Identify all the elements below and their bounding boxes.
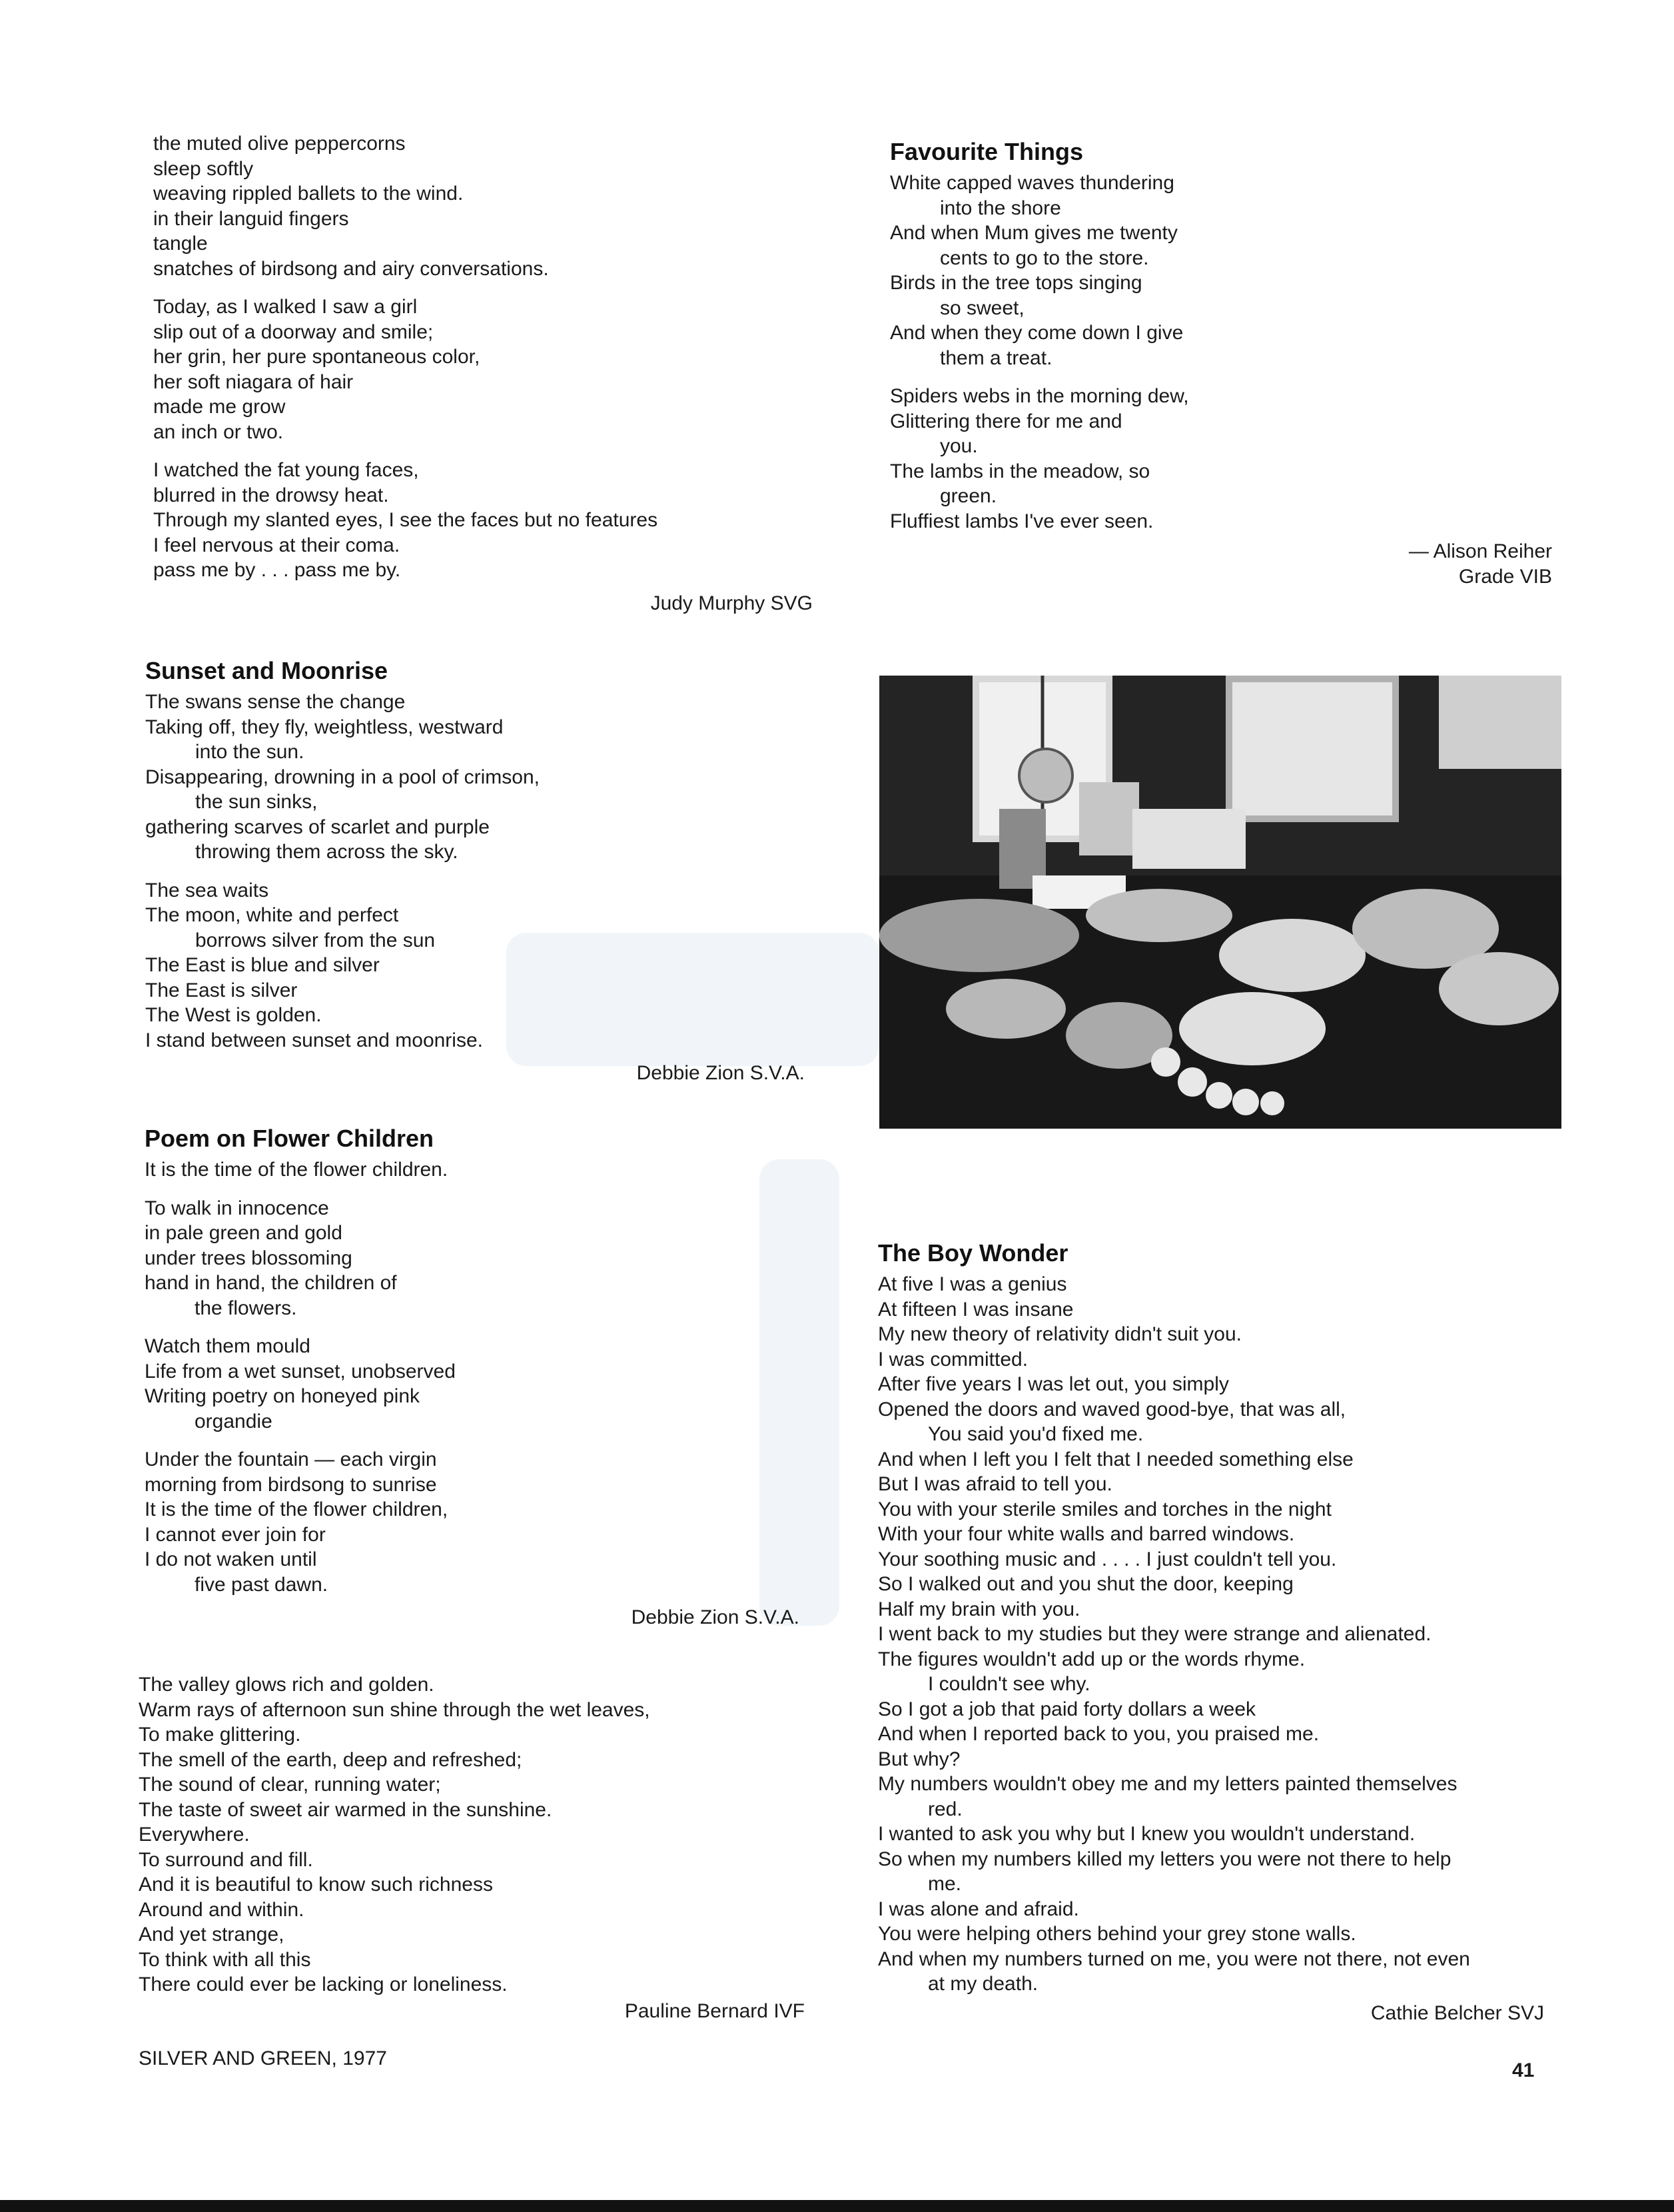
poem-line: And when I reported back to you, you praised me.: [878, 1723, 1320, 1745]
poem-line: I couldn't see why.: [928, 1673, 1090, 1695]
poem-line: Around and within.: [139, 1898, 304, 1921]
poem-line: So I walked out and you shut the door, keeping: [878, 1573, 1294, 1595]
poem-line: So when my numbers killed my letters you were not there to help: [878, 1848, 1452, 1870]
poem-line: I wanted to ask you why but I knew you wouldn't understand.: [878, 1823, 1416, 1845]
poem-body: [153, 131, 819, 583]
poem-line: so sweet,: [940, 296, 1025, 319]
poem-line: The taste of sweet air warmed in the sunshine.: [139, 1798, 552, 1821]
poem-author: Debbie Zion S.V.A.: [631, 1606, 799, 1628]
poem-author: Cathie Belcher SVJ: [1370, 2001, 1544, 2024]
poem-line: Under the fountain — each virgin: [145, 1448, 437, 1470]
poem-line: tangle: [153, 233, 208, 255]
poem-line: My new theory of relativity didn't suit you.: [878, 1323, 1242, 1345]
poem-line: morning from birdsong to sunrise: [145, 1473, 437, 1496]
poem-line: The valley glows rich and golden.: [139, 1674, 434, 1696]
poem-line: It is the time of the flower children.: [145, 1159, 448, 1181]
poem-line: cents to go to the store.: [940, 247, 1149, 269]
poem-olive: [153, 131, 819, 616]
poem-line: The sound of clear, running water;: [139, 1774, 441, 1796]
poem-line: me.: [928, 1873, 962, 1895]
poem-line: Opened the doors and waved good-bye, that was all,: [878, 1398, 1346, 1420]
poem-line: weaving rippled ballets to the wind.: [153, 183, 464, 205]
page-number: 41: [1512, 2059, 1535, 2081]
poem-line: I was alone and afraid.: [878, 1898, 1079, 1920]
poem-line: I watched the fat young faces,: [153, 459, 419, 481]
poem-line: My numbers wouldn't obey me and my letters painted themselves: [878, 1773, 1458, 1795]
photo-soft-toys: [879, 676, 1561, 1129]
poem-line: The East is silver: [145, 979, 298, 1001]
poem-line: The sea waits: [145, 879, 269, 901]
poem-line: into the sun.: [195, 741, 304, 763]
poem-line: Your soothing music and . . . . I just couldn't tell you.: [878, 1548, 1337, 1570]
poem-line: five past dawn.: [195, 1573, 328, 1596]
poem-line: Glittering there for me and: [890, 410, 1122, 432]
poem-line: in pale green and gold: [145, 1222, 342, 1244]
poem-line: The moon, white and perfect: [145, 904, 399, 926]
poem-flower-children: [145, 1124, 811, 1630]
poem-line: To make glittering.: [139, 1724, 301, 1746]
poem-line: You were helping others behind your grey stone walls.: [878, 1923, 1356, 1945]
poem-line: made me grow: [153, 396, 286, 418]
poem-line: her grin, her pure spontaneous color,: [153, 346, 480, 368]
poem-line: After five years I was let out, you simply: [878, 1373, 1229, 1395]
poem-line: Warm rays of afternoon sun shine through the wet leaves,: [139, 1698, 650, 1721]
poem-line: So I got a job that paid forty dollars a week: [878, 1698, 1256, 1720]
poem-line: Through my slanted eyes, I see the faces but no features: [153, 509, 658, 531]
poem-line: Taking off, they fly, weightless, westward: [145, 716, 504, 738]
poem-favourite-things: [890, 137, 1556, 589]
poem-line: gathering scarves of scarlet and purple: [145, 816, 490, 838]
poem-line: sleep softly: [153, 157, 254, 180]
poem-line: And when they come down I give: [890, 322, 1184, 344]
poem-line: And yet strange,: [139, 1924, 284, 1945]
poem-line: To think with all this: [139, 1948, 311, 1971]
poem-author: Debbie Zion S.V.A.: [636, 1062, 805, 1084]
poem-line: You said you'd fixed me.: [928, 1423, 1144, 1445]
poem-line: Disappearing, drowning in a pool of crimson,: [145, 766, 540, 788]
poem-line: them a treat.: [940, 346, 1052, 369]
poem-line: Writing poetry on honeyed pink: [145, 1385, 420, 1407]
poem-line: under trees blossoming: [145, 1247, 352, 1269]
poem-line: And when Mum gives me twenty: [890, 222, 1178, 244]
poem-line: slip out of a doorway and smile;: [153, 320, 434, 343]
poem-line: in their languid fingers: [153, 207, 349, 230]
poem-line: Spiders webs in the morning dew,: [890, 385, 1189, 407]
poem-title: Favourite Things: [890, 138, 1084, 165]
poem-boy-wonder: [878, 1239, 1584, 2025]
poem-line: organdie: [195, 1410, 272, 1432]
poem-line: It is the time of the flower children,: [145, 1498, 448, 1520]
poem-line: I do not waken until: [145, 1548, 317, 1570]
poem-line: I went back to my studies but they were strange and alienated.: [878, 1623, 1432, 1645]
poem-line: The smell of the earth, deep and refreshed;: [139, 1748, 522, 1771]
poem-title: The Boy Wonder: [878, 1239, 1068, 1267]
poem-line: hand in hand, the children of: [145, 1272, 397, 1294]
poem-line: blurred in the drowsy heat.: [153, 484, 389, 506]
poem-line: the muted olive peppercorns: [153, 133, 406, 155]
poem-line: To surround and fill.: [139, 1848, 313, 1871]
poem-line: And it is beautiful to know such richness: [139, 1874, 493, 1896]
poem-author: — Alison Reiher Grade VIB: [1408, 540, 1552, 588]
poem-line: But I was afraid to tell you.: [878, 1473, 1112, 1495]
poem-line: you.: [940, 435, 978, 457]
poem-valley: [139, 1672, 811, 2023]
poem-line: I stand between sunset and moonrise.: [145, 1029, 483, 1051]
poem-line: To walk in innocence: [145, 1197, 329, 1219]
poem-line: You with your sterile smiles and torches in the night: [878, 1498, 1332, 1520]
poem-line: throwing them across the sky.: [195, 841, 458, 863]
poem-line: into the shore: [940, 197, 1061, 219]
poem-line: At fifteen I was insane: [878, 1298, 1074, 1321]
page-edge-strip: [0, 2200, 1674, 2212]
poem-line: The East is blue and silver: [145, 954, 380, 976]
poem-line: The swans sense the change: [145, 691, 406, 713]
poem-line: pass me by . . . pass me by.: [153, 559, 401, 581]
poem-line: the flowers.: [195, 1297, 297, 1319]
poem-line: White capped waves thundering: [890, 172, 1174, 194]
poem-line: Fluffiest lambs I've ever seen.: [890, 510, 1154, 532]
poem-line: Today, as I walked I saw a girl: [153, 296, 418, 318]
poem-line: Half my brain with you.: [878, 1598, 1080, 1620]
poem-line: Birds in the tree tops singing: [890, 272, 1142, 294]
poem-sunset-and-moonrise: [145, 656, 811, 1086]
poem-line: And when my numbers turned on me, you were not there, not even: [878, 1947, 1470, 1970]
poem-line: I cannot ever join for: [145, 1523, 326, 1546]
poem-line: the sun sinks,: [195, 791, 318, 813]
poem-line: an inch or two.: [153, 420, 284, 443]
poem-author: Judy Murphy SVG: [650, 592, 813, 614]
poem-line: her soft niagara of hair: [153, 370, 354, 393]
poem-line: Everywhere.: [139, 1824, 250, 1846]
poem-line: Watch them mould: [145, 1335, 310, 1357]
poem-line: Life from a wet sunset, unobserved: [145, 1360, 456, 1382]
poem-line: I was committed.: [878, 1348, 1029, 1371]
poem-line: The lambs in the meadow, so: [890, 460, 1150, 482]
poem-line: But why?: [878, 1748, 961, 1770]
poem-line: I feel nervous at their coma.: [153, 534, 400, 556]
poem-line: borrows silver from the sun: [195, 929, 436, 951]
poem-title: Poem on Flower Children: [145, 1125, 434, 1152]
poem-line: And when I left you I felt that I needed something else: [878, 1448, 1354, 1470]
poem-line: There could ever be lacking or loneliness.: [139, 1973, 508, 1995]
poem-line: snatches of birdsong and airy conversations.: [153, 257, 549, 280]
poem-line: green.: [940, 485, 997, 507]
poem-line: With your four white walls and barred windows.: [878, 1523, 1295, 1545]
poem-line: red.: [928, 1798, 963, 1820]
poem-line: At five I was a genius: [878, 1273, 1067, 1295]
poem-line: at my death.: [928, 1973, 1039, 1995]
photo-illustration: [879, 676, 1561, 1129]
poem-line: The figures wouldn't add up or the words rhyme.: [878, 1648, 1306, 1670]
poem-author: Pauline Bernard IVF: [624, 1999, 805, 2022]
poem-title: Sunset and Moonrise: [145, 657, 388, 684]
poem-line: The West is golden.: [145, 1004, 322, 1026]
publication-footer: SILVER AND GREEN, 1977: [139, 2047, 387, 2069]
